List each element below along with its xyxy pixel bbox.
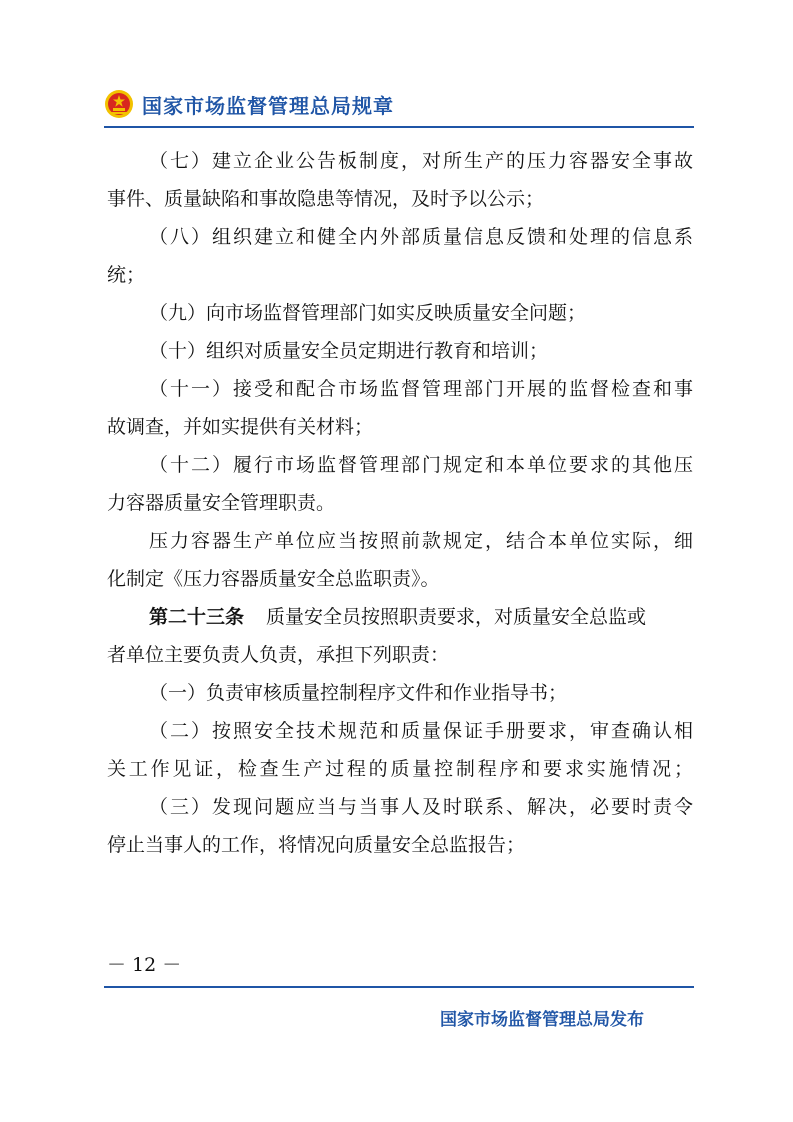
text-line: （十二）履行市场监督管理部门规定和本单位要求的其他压 [149, 454, 693, 476]
page-header [104, 84, 394, 124]
text-line: 关工作见证，检查生产过程的质量控制程序和要求实施情况； [107, 758, 693, 780]
text-line: （三）发现问题应当与当事人及时联系、解决，必要时责令 [149, 796, 693, 818]
text-line: 压力容器生产单位应当按照前款规定，结合本单位实际，细 [149, 530, 693, 552]
text-line: 质量安全员按照职责要求，对质量安全总监或 [266, 606, 647, 628]
footer-divider [104, 986, 694, 988]
text-line: （二）按照安全技术规范和质量保证手册要求，审查确认相 [149, 720, 693, 742]
text-line: （十一）接受和配合市场监督管理部门开展的监督检查和事 [149, 378, 693, 400]
text-line: 统； [107, 264, 146, 286]
national-emblem-icon [104, 89, 134, 119]
text-line: （七）建立企业公告板制度，对所生产的压力容器安全事故 [149, 150, 693, 172]
footer-publisher: 国家市场监督管理总局发布 [440, 1010, 644, 1030]
article-line [107, 598, 693, 636]
text-line: （九）向市场监督管理部门如实反映质量安全问题； [149, 302, 587, 324]
header-title: 国家市场监督管理总局规章 [142, 93, 394, 118]
text-line: 事件、质量缺陷和事故隐患等情况，及时予以公示； [107, 188, 545, 210]
text-line: （一）负责审核质量控制程序文件和作业指导书； [149, 682, 568, 704]
text-line: （八）组织建立和健全内外部质量信息反馈和处理的信息系 [149, 226, 693, 248]
text-line: 力容器质量安全管理职责。 [107, 492, 336, 514]
article-heading: 第二十三条 [149, 606, 245, 628]
page-number: － 12 － [107, 954, 182, 976]
text-line: 停止当事人的工作，将情况向质量安全总监报告； [107, 834, 526, 856]
text-line: 者单位主要负责人负责，承担下列职责： [107, 644, 450, 666]
text-line: （十）组织对质量安全员定期进行教育和培训； [149, 340, 549, 362]
header-divider [104, 126, 694, 128]
text-line: 故调查，并如实提供有关材料； [107, 416, 374, 438]
document-body [107, 142, 693, 864]
text-line: 化制定《压力容器质量安全总监职责》。 [107, 568, 440, 590]
